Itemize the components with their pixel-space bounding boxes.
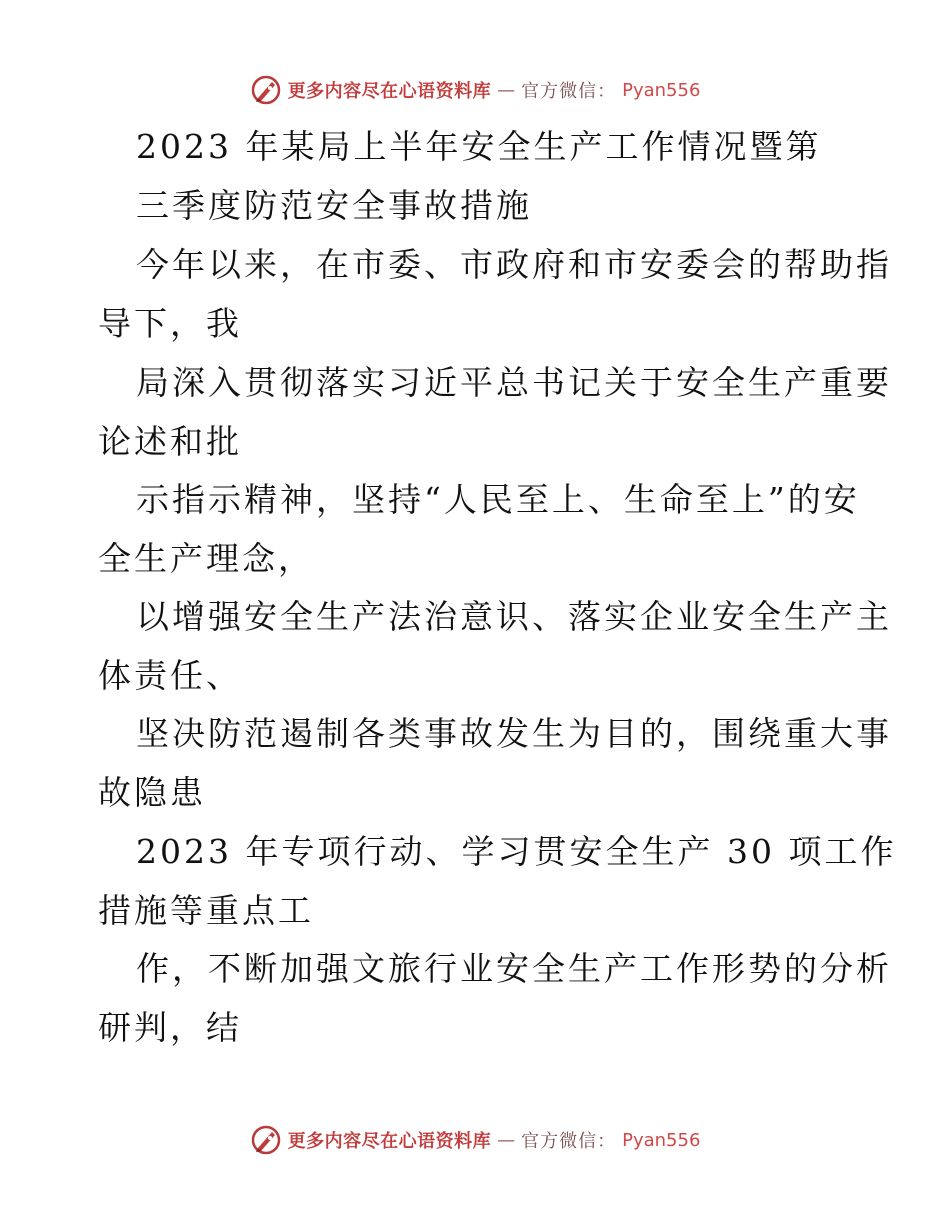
doc-title-line-1: 2023 年某局上半年安全生产工作情况暨第 <box>136 127 822 166</box>
doc-paragraph-line: 2023 年专项行动、学习贯安全生产 30 项工作 <box>136 832 897 871</box>
doc-title-line-2: 三季度防范安全事故措施 <box>136 186 532 225</box>
doc-paragraph-line: 局深入贯彻落实习近平总书记关于安全生产重要 <box>136 363 892 402</box>
watermark-dash: — <box>497 1129 516 1151</box>
watermark-wechat-id: Pyan556 <box>622 1129 701 1151</box>
doc-paragraph-line: 措施等重点工 <box>98 891 314 930</box>
watermark-main-text: 更多内容尽在心语资料库 <box>287 1131 492 1152</box>
doc-paragraph-line: 坚决防范遏制各类事故发生为目的，围绕重大事 <box>136 714 892 753</box>
watermark-main-text: 更多内容尽在心语资料库 <box>287 81 492 102</box>
doc-paragraph-line: 研判，结 <box>98 1008 242 1047</box>
doc-paragraph-line: 论述和批 <box>98 422 242 461</box>
watermark-header <box>0 74 950 106</box>
doc-paragraph-line: 故隐患 <box>98 773 206 812</box>
doc-paragraph-line: 全生产理念， <box>98 539 314 578</box>
doc-paragraph-line: 示指示精神，坚持“人民至上、生命至上”的安 <box>136 480 860 519</box>
quill-pen-seal-icon <box>250 74 282 106</box>
quill-pen-seal-icon <box>250 1124 282 1156</box>
watermark-wechat-id: Pyan556 <box>622 79 701 101</box>
doc-paragraph-line: 体责任、 <box>98 656 242 695</box>
watermark-label: 官方微信： <box>521 81 617 102</box>
doc-paragraph-line: 作，不断加强文旅行业安全生产工作形势的分析 <box>136 949 892 988</box>
doc-paragraph-line: 今年以来，在市委、市政府和市安委会的帮助指 <box>136 245 892 284</box>
watermark-dash: — <box>497 79 516 101</box>
watermark-label: 官方微信： <box>521 1131 617 1152</box>
watermark-footer <box>0 1124 950 1156</box>
doc-paragraph-line: 以增强安全生产法治意识、落实企业安全生产主 <box>136 597 892 636</box>
doc-paragraph-line: 导下，我 <box>98 304 242 343</box>
